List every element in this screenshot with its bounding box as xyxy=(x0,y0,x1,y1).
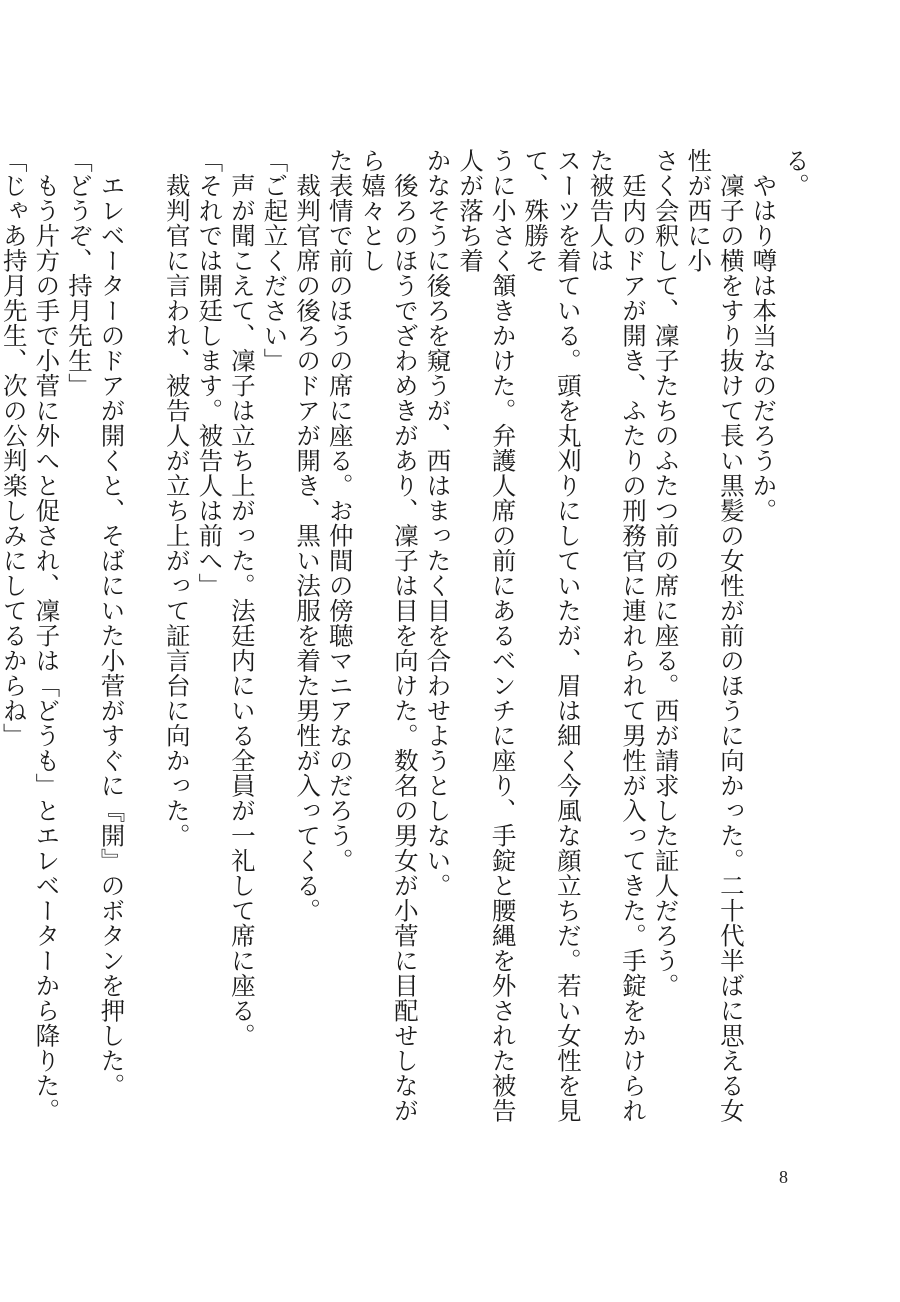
text-line: 裁判官席の後ろのドアが開き、黒い法服を着た男性が入ってくる。 xyxy=(293,148,323,923)
text-line: 廷内のドアが開き、ふたりの刑務官に連れられて男性が入ってきた。手錠をかけられた被告人は xyxy=(586,148,649,1123)
text-line: かなそうに後ろを窺うが、西はまったく目を合わせようとしない。 xyxy=(423,148,453,898)
text-line: 凜子の横をすり抜けて長い黒髪の女性が前のほうに向かった。二十代半ばに思える女性が西に小 xyxy=(684,148,746,1123)
scene-break-blank-line xyxy=(128,148,161,1138)
text-line: 裁判官に言われ、被告人が立ち上がって証言台に向かった。 xyxy=(162,148,192,848)
text-line: 声が聞こえて、凜子は立ち上がった。法廷内にいる全員が一礼して席に座る。 xyxy=(227,148,257,1048)
text-line: うに小さく頷きかけた。弁護人席の前にあるベンチに座り、手錠と腰縄を外された被告人が落ち着 xyxy=(456,148,518,1123)
text-line: エレベーターのドアが開くと、そばにいた小菅がすぐに『開』のボタンを押した。 xyxy=(97,148,127,1098)
text-line: 「それでは開廷します。被告人は前へ」 xyxy=(195,148,225,598)
text-line: 後ろのほうでざわめきがあり、凜子は目を向けた。数名の男女が小菅に目配せしながら嬉々とし xyxy=(358,148,420,1123)
text-line: スーツを着ている。頭を丸刈りにしていたが、眉は細く今風な顔立ちだ。若い女性を見て、殊勝そ xyxy=(521,148,583,1123)
vertical-text-body xyxy=(0,148,812,1138)
text-line: 「ご起立ください」 xyxy=(260,148,290,373)
text-line: た表情で前のほうの席に座る。お仲間の傍聴マニアなのだろう。 xyxy=(325,148,355,873)
text-line: さく会釈して、凜子たちのふたつ前の席に座る。西が請求した証人だろう。 xyxy=(651,148,681,998)
text-line: る。 xyxy=(782,148,811,198)
text-line: 「どうぞ、持月先生」 xyxy=(64,148,94,398)
text-line: もう片方の手で小菅に外へと促され、凜子は「どうも」とエレベーターから降りた。 xyxy=(32,148,62,1123)
page-number: 8 xyxy=(779,1167,788,1187)
text-line: 「じゃあ持月先生、次の公判楽しみにしてるからね」 xyxy=(0,148,29,748)
text-line: やはり噂は本当なのだろうか。 xyxy=(749,148,779,523)
